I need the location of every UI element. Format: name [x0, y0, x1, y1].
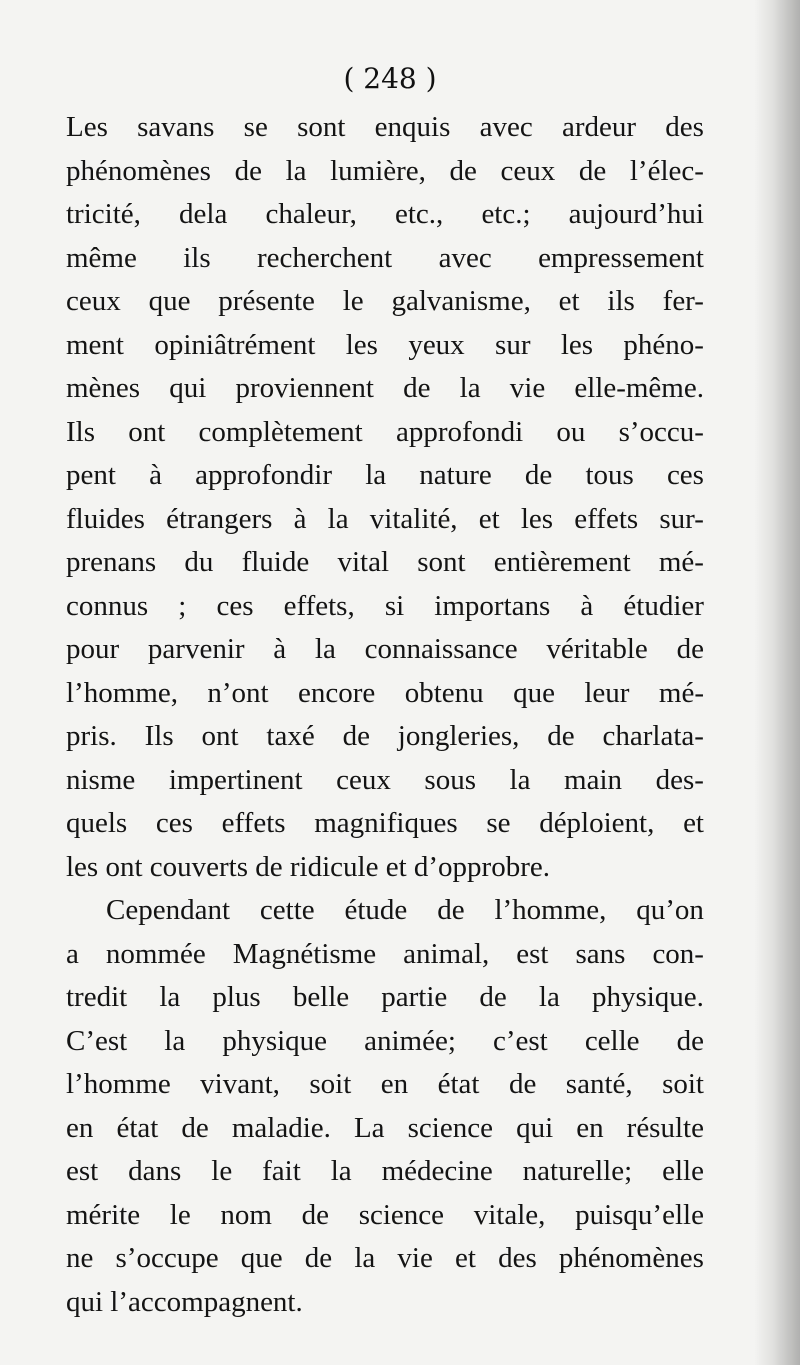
text-line: tredit la plus belle partie de la physique. — [66, 981, 704, 1013]
paragraph — [66, 106, 704, 889]
text-line: phénomènes de la lumière, de ceux de l’élec- — [66, 154, 704, 187]
text-line: nisme impertinent ceux sous la main des- — [66, 763, 704, 796]
text-line: prenans du fluide vital sont entièrement mé- — [66, 546, 704, 578]
text-line: connus ; ces effets, si importans à étudier — [66, 589, 704, 622]
text-line: Ils ont complètement approfondi ou s’occu- — [66, 415, 704, 448]
text-line: même ils recherchent avec empressement — [66, 241, 704, 274]
text-line: Les savans se sont enquis avec ardeur des — [66, 111, 704, 143]
text-line: l’homme, n’ont encore obtenu que leur mé- — [66, 676, 704, 709]
text-line: en état de maladie. La science qui en résulte — [66, 1111, 704, 1144]
text-line: ment opiniâtrément les yeux sur les phéno- — [66, 328, 704, 361]
text-line: C’est la physique animée; c’est celle de — [66, 1024, 704, 1057]
text-line: fluides étrangers à la vitalité, et les effets sur- — [66, 502, 704, 535]
text-line: est dans le fait la médecine naturelle; elle — [66, 1155, 704, 1187]
paragraph — [66, 889, 704, 1324]
page-number: ( 248 ) — [343, 62, 437, 95]
text-line: les ont couverts de ridicule et d’opprobre. — [66, 850, 550, 883]
text-line: pris. Ils ont taxé de jongleries, de charlata- — [66, 720, 704, 752]
text-line: mènes qui proviennent de la vie elle-même. — [66, 372, 704, 404]
text-line: qui l’accompagnent. — [66, 1285, 303, 1318]
text-line: Cependant cette étude de l’homme, qu’on — [106, 894, 704, 926]
text-line: l’homme vivant, soit en état de santé, soit — [66, 1068, 704, 1100]
text-line: pent à approfondir la nature de tous ces — [66, 459, 704, 491]
text-line: tricité, dela chaleur, etc., etc.; aujourd’hui — [66, 198, 704, 230]
text-line: ne s’occupe que de la vie et des phénomènes — [66, 1242, 704, 1274]
text-line: a nommée Magnétisme animal, est sans con- — [66, 937, 704, 970]
text-line: pour parvenir à la connaissance véritable de — [66, 633, 704, 665]
text-line: ceux que présente le galvanisme, et ils fer- — [66, 285, 704, 317]
text-line: mérite le nom de science vitale, puisqu’elle — [66, 1198, 704, 1231]
body-text — [66, 106, 704, 1324]
text-line: quels ces effets magnifiques se déploient, et — [66, 807, 704, 839]
